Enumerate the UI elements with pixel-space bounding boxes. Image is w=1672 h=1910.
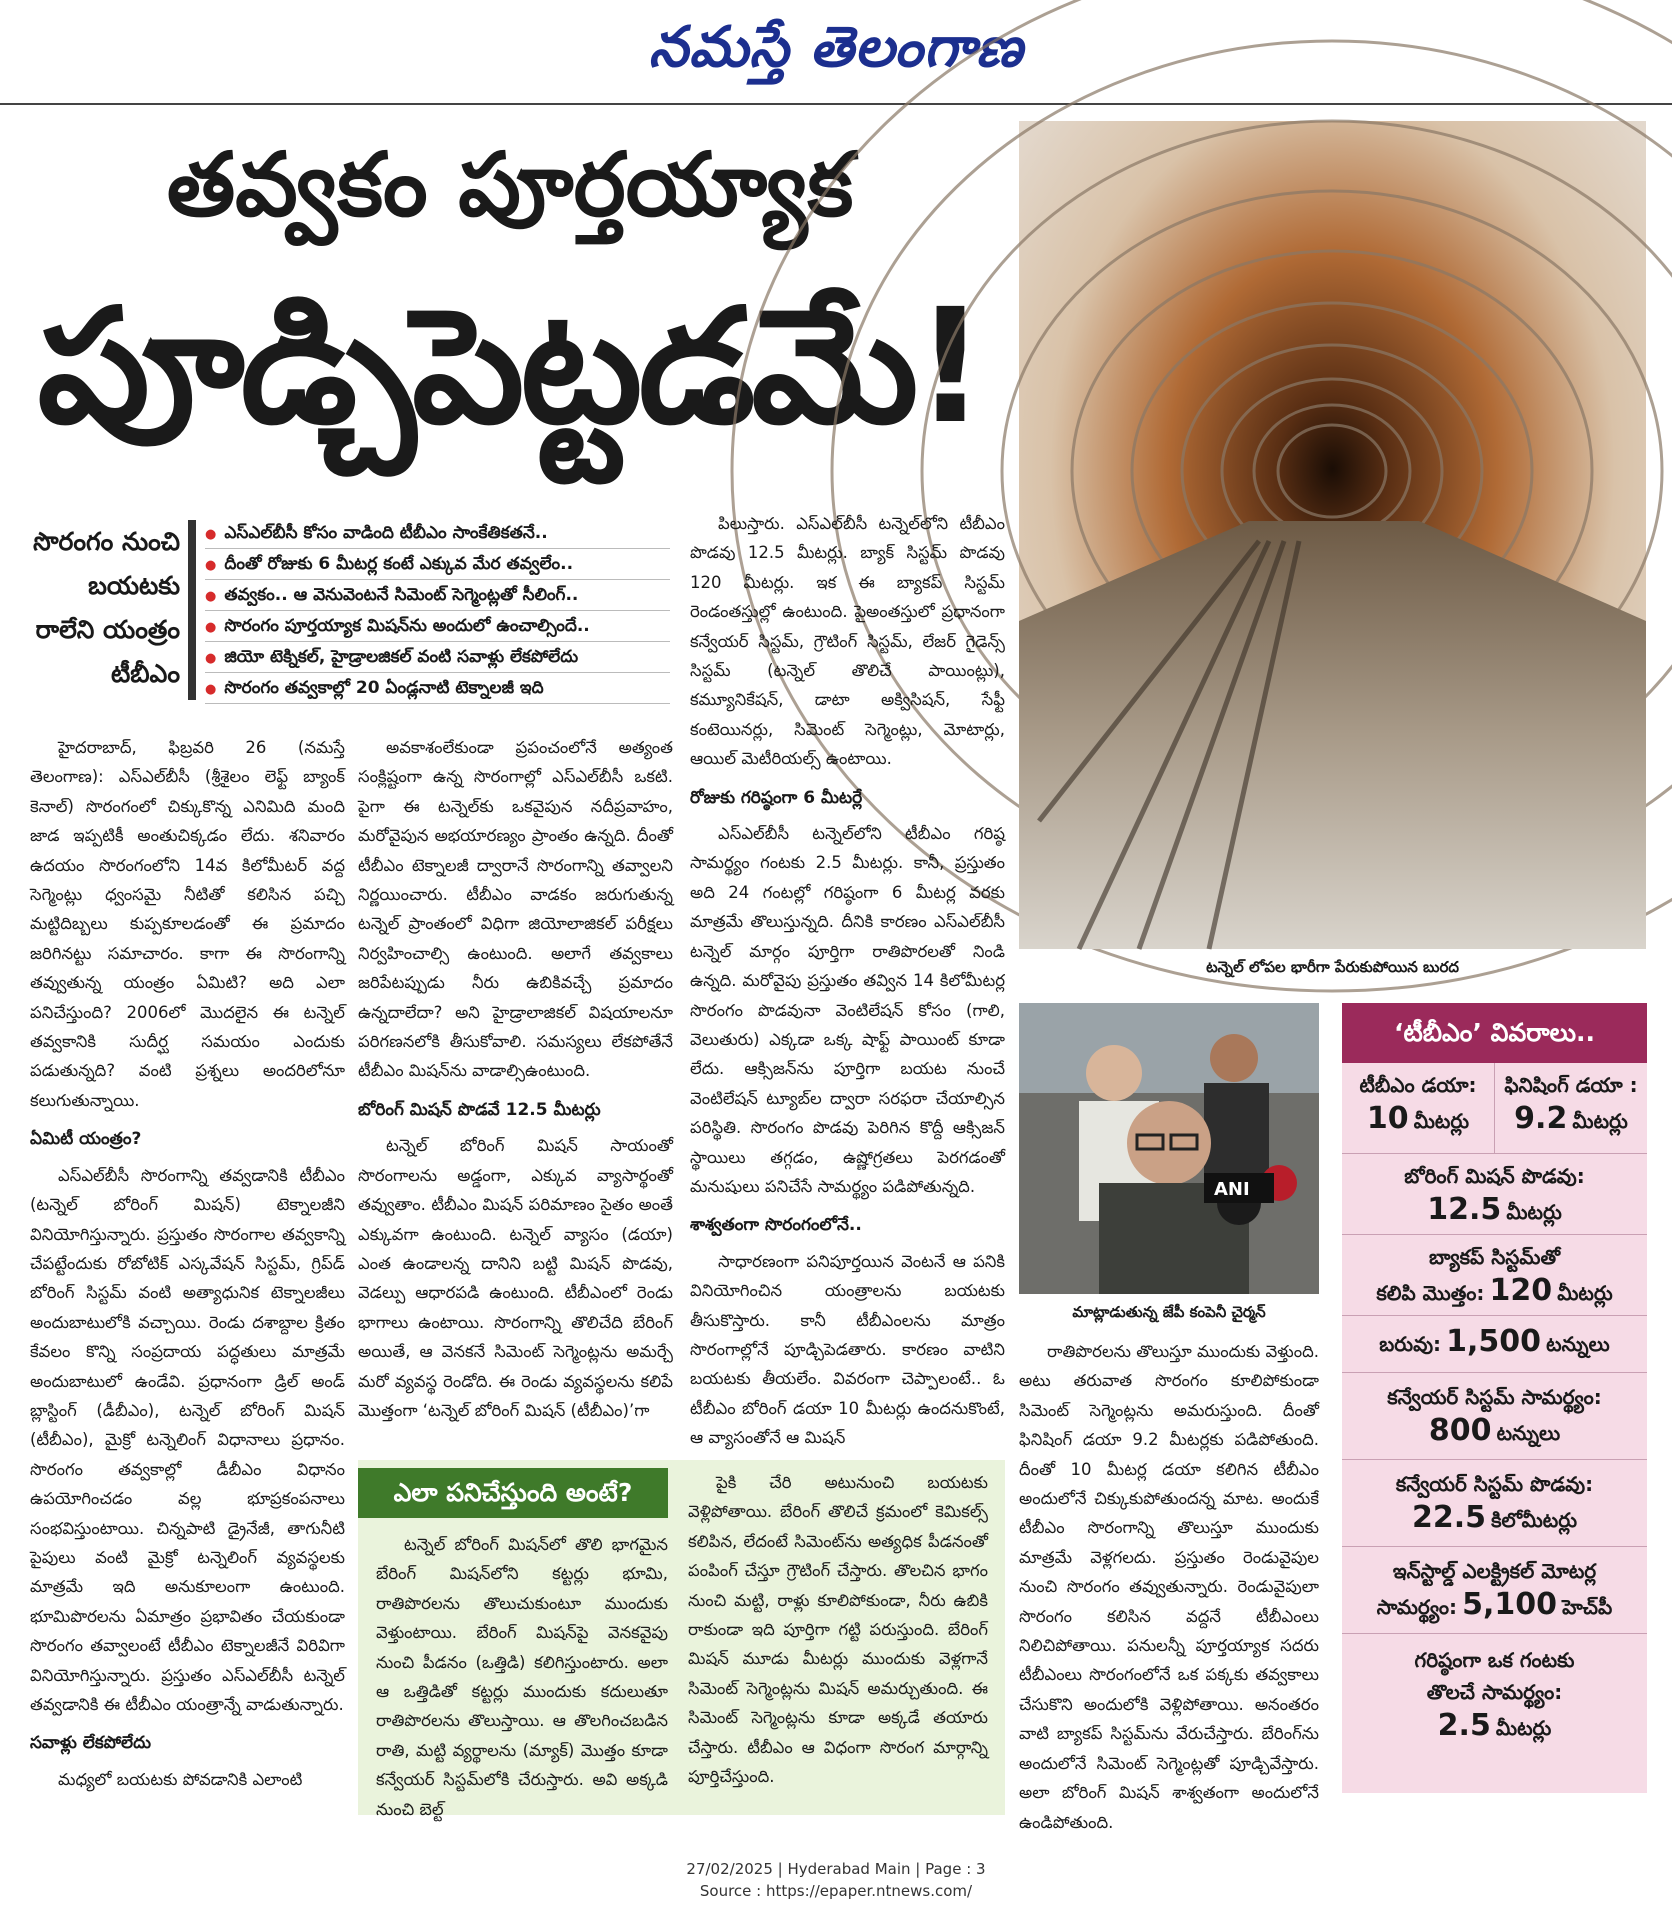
- how-it-works-text-1: [376, 1530, 668, 1819]
- weight-label: బరువు:: [1379, 1332, 1442, 1356]
- subheading: శాశ్వతంగా సొరంగంలోనే..: [690, 1215, 862, 1236]
- paragraph: టన్నెల్‌ బోరింగ్‌ మిషన్‌లో తొలి భాగమైన బేరింగ్‌ మిషన్‌లోని కట్టర్లు భూమి, రాతిపొరలను తొలుచుకుంటూ ముందుకు వెళ్తుంటాయి. బేరింగ్‌ మిషన్‌పై వెనకవైపు నుంచి పీడనం (ఒత్తిడి) కలిగిస్తుంటారు. అలా ఆ ఒత్తిడితో కట్టర్లు ముందుకు కదులుతూ రాతిపొరలను తొలుస్తాయి. ఆ తొలగించబడిన రాతి, మట్టి వ్యర్థాలను (మ్యాక్‌) మొత్తం కూడా కన్వేయర్‌ సిస్టమ్‌లోకి చేరుస్తారు. అవి అక్కడి నుంచి బెల్ట్‌: [376, 1535, 668, 1819]
- conveyor-length-unit: కిలోమీటర్లు: [1491, 1508, 1578, 1532]
- conveyor-length-label: కన్వేయర్‌ సిస్టమ్‌ పొడవు:: [1395, 1472, 1594, 1496]
- page-footer: [0, 1858, 1672, 1902]
- highlight-item: ● జియో టెక్నికల్‌, హైడ్రాలజికల్‌ వంటి సవాళ్లు లేకపోలేదు: [205, 642, 670, 673]
- bore-diameter-label: టీబీఎం డయా:: [1359, 1073, 1477, 1097]
- article-column-4: [1019, 1337, 1319, 1832]
- conveyor-length-value: 22.5: [1411, 1500, 1487, 1535]
- conveyor-capacity-unit: టన్నులు: [1496, 1421, 1561, 1445]
- paragraph: ఎస్‌ఎల్‌బీసీ టన్నెల్‌లోని టీబీఎం గరిష్ఠ సామర్థ్యం గంటకు 2.5 మీటర్లు. కానీ, ప్రస్తుతం అది 24 గంటల్లో గరిష్ఠంగా 6 మీటర్ల వరకు మాత్రమే తొలుస్తున్నది. దీనికి కారణం ఎస్‌ఎల్‌బీసీ టన్నెల్‌ మార్గం పూర్తిగా రాతిపొరలతో నిండి ఉన్నది. మరోవైపు ప్రస్తుతం తవ్విన 14 కిలోమీటర్ల సొరంగం పొడవునా వెంటిలేషన్‌ కోసం (గాలి, వెలుతురు) ఎక్కడా ఒక్క షాఫ్ట్‌ పాయింట్‌ కూడా లేదు. ఆక్సిజన్‌ను పూర్తిగా బయట నుంచే వెంటిలేషన్‌ ట్యూబ్‌ల ద్వారా సరఫరా చేయాల్సిన పరిస్థితి. సొరంగం పొడవు పెరిగిన కొద్దీ ఆక్సిజన్‌ స్థాయిలు తగ్గడం, ఉష్ణోగ్రతలు పెరగడంతో మనుషులు పనిచేసే సామర్థ్యం పడిపోతున్నది.: [690, 824, 1005, 1196]
- highlight-item: ● సొరంగం పూర్తయ్యాక మిషన్‌ను అందులో ఉంచాల్సిందే..: [205, 611, 670, 642]
- how-it-works-title: ఎలా పనిచేస్తుంది అంటే?: [358, 1468, 668, 1518]
- tunnel-photo: [1019, 121, 1646, 949]
- machine-length-unit: మీటర్లు: [1506, 1200, 1562, 1224]
- paragraph: పిలుస్తారు. ఎస్‌ఎల్‌బీసీ టన్నెల్‌లోని టీబీఎం పొడవు 12.5 మీటర్లు. బ్యాక్‌ సిస్టమ్‌ పొడవు 120 మీటర్లు. ఇక ఈ బ్యాకప్‌ సిస్టమ్‌ రెండంతస్తుల్లో ఉంటుంది. పైఅంతస్తులో ప్రధానంగా కన్వేయర్‌ సిస్టమ్‌, గ్రౌటింగ్‌ సిస్టమ్‌, లేజర్‌ గైడెన్స్‌ సిస్టమ్‌ (టన్నెల్‌ తొలిచే పాయింట్లు), కమ్యూనికేషన్‌, డాటా అక్విసిషన్‌, సేఫ్టీ కంటెయినర్లు, సిమెంట్‌ సెగ్మెంట్లు, మోటార్లు, ఆయిల్‌ మెటీరియల్స్‌ ఉంటాయి.: [690, 514, 1005, 769]
- how-it-works-box: [358, 1460, 1005, 1819]
- kicker-divider: [188, 520, 196, 700]
- tunnel-photo-caption: టన్నెల్‌ లోపల భారీగా పేరుకుపోయిన బురద: [1206, 958, 1459, 976]
- kicker: సొరంగం నుంచి బయటకు రాలేని యంత్రం టీబీఎం: [33, 527, 180, 688]
- chairman-photo-caption: మాట్లాడుతున్న జేపీ కంపెనీ చైర్మన్‌: [1072, 1303, 1266, 1321]
- tunnel-illustration: [1019, 121, 1646, 949]
- highlight-item: ● సొరంగం తవ్వకాల్లో 20 ఏండ్లనాటి టెక్నాలజీ ఇది: [205, 673, 670, 704]
- motor-value: 5,100: [1462, 1587, 1558, 1622]
- backup-row: [1342, 1235, 1647, 1316]
- article-column-3: [690, 509, 1005, 1464]
- source-label: Source :: [699, 1882, 766, 1900]
- paragraph: ఎస్‌ఎల్‌బీసీ సొరంగాన్ని తవ్వడానికి టీబీఎం (టన్నెల్‌ బోరింగ్‌ మిషన్‌) టెక్నాలజీని వినియోగిస్తున్నారు. ప్రస్తుతం సొరంగాల తవ్వకాన్ని చేపట్టేందుకు రోబోటిక్‌ ఎస్కవేషన్‌ సిస్టమ్‌, గ్రిప్‌డ్‌ బోరింగ్‌ సిస్టమ్‌ వంటి అత్యాధునిక టెక్నాలజీలు అందుబాటులోకి వచ్చాయి. రెండు దశాబ్దాల క్రితం కేవలం కొన్ని సంప్రదాయ పద్ధతులు మాత్రమే అందుబాటులో ఉండేవి. ప్రధానంగా డ్రిల్‌ అండ్‌ బ్లాస్టింగ్‌ (డీబీఎం), టన్నెల్‌ బోరింగ్‌ మిషన్‌ (టీబీఎం), మైక్రో టన్నెలింగ్‌ విధానాలు ప్రధానం. సొరంగం తవ్వకాల్లో డీబీఎం విధానం ఉపయోగించడం వల్ల భూప్రకంపనాలు సంభవిస్తుంటాయి. చిన్నపాటి డ్రైనేజీ, తాగునీటి పైపులు వంటి మైక్రో టన్నెలింగ్‌ వ్యవస్థలకు మాత్రమే ఇది అనుకూలంగా ఉంటుంది. భూమిపొరలను ఏమాత్రం ప్రభావితం చేయకుండా సొరంగం తవ్వాలంటే టీబీఎం టెక్నాలజీనే విరివిగా వినియోగిస్తున్నారు. ప్రస్తుతం ఎస్‌ఎల్‌బీసీ టన్నెల్‌ తవ్వడానికి ఈ టీబీఎం యంత్రాన్నే వాడుతున్నారు.: [30, 1165, 345, 1714]
- mic-label: ANI: [1214, 1179, 1250, 1200]
- conveyor-length-row: [1342, 1460, 1647, 1547]
- max-rate-unit: మీటర్లు: [1495, 1716, 1552, 1740]
- subheading: ఏమిటీ యంత్రం?: [30, 1129, 142, 1150]
- chairman-photo: [1019, 1003, 1319, 1294]
- backup-value: 120: [1489, 1273, 1553, 1308]
- finish-diameter-unit: మీటర్లు: [1572, 1109, 1628, 1133]
- backup-label-2: కలిపి మొత్తం:: [1376, 1281, 1485, 1305]
- backup-label: బ్యాకప్‌ సిస్టమ్‌తో: [1429, 1245, 1560, 1269]
- max-rate-label-2: తొలచే సామర్థ్యం:: [1426, 1680, 1563, 1704]
- finish-diameter-value: 9.2: [1514, 1101, 1568, 1136]
- source-line: [0, 1880, 1672, 1902]
- paragraph: హైదరాబాద్‌, ఫిబ్రవరి 26 (నమస్తే తెలంగాణ): ఎస్‌ఎల్‌బీసీ (శ్రీశైలం లెఫ్ట్‌ బ్యాంక్‌ కెనాల్‌) సొరంగంలో చిక్కుకొన్న ఎనిమిది మంది జాడ ఇప్పటికీ అంతుచిక్కడం లేదు. శనివారం ఉదయం సొరంగంలోని 14వ కిలోమీటర్‌ వద్ద సెగ్మెంట్లు ధ్వంసమై నీటితో కలిసిన పచ్చి మట్టిదిబ్బలు కుప్పకూలడంతో ఈ ప్రమాదం జరిగినట్టు సమాచారం. కాగా ఈ సొరంగాన్ని తవ్వుతున్న యంత్రం ఏమిటి? అది ఎలా పనిచేస్తుంది? 2006లో మొదలైన ఈ టన్నెల్‌ తవ్వకానికి సుదీర్ఘ సమయం ఎందుకు పడుతున్నది? వంటి ప్రశ్నలు అందరిలోనూ కలుగుతున్నాయి.: [30, 738, 345, 1110]
- highlight-item: ● ఎస్‌ఎల్‌బీసీ కోసం వాడింది టీబీఎం సాంకేతికతనే..: [205, 518, 670, 549]
- max-rate-label: గరిష్ఠంగా ఒక గంటకు: [1414, 1648, 1575, 1672]
- weight-value: 1,500: [1446, 1324, 1542, 1359]
- chairman-illustration: [1019, 1003, 1319, 1294]
- source-link[interactable]: https://epaper.ntnews.com/: [766, 1882, 973, 1900]
- tbm-facts-box: [1342, 1003, 1647, 1793]
- paragraph: మధ్యలో బయటకు పోవడానికి ఎలాంటి: [58, 1769, 303, 1789]
- bore-diameter-unit: మీటర్లు: [1413, 1109, 1470, 1133]
- weight-row: [1342, 1316, 1647, 1373]
- motor-label: ఇన్‌స్టాల్డ్‌ ఎలక్ట్రికల్‌ మోటర్ల: [1392, 1559, 1597, 1583]
- highlight-item: ● దీంతో రోజుకు 6 మీటర్ల కంటే ఎక్కువ మేర తవ్వలేం..: [205, 549, 670, 580]
- machine-length-row: [1342, 1154, 1647, 1235]
- how-it-works-text-2: [688, 1468, 988, 1808]
- highlight-list: [205, 518, 670, 704]
- backup-unit: మీటర్లు: [1557, 1281, 1613, 1305]
- masthead: [0, 0, 1672, 100]
- newspaper-logo: నమస్తే తెలంగాణ: [648, 14, 1024, 80]
- conveyor-capacity-label: కన్వేయర్‌ సిస్టమ్‌ సామర్థ్యం:: [1387, 1385, 1602, 1409]
- headline-line-1: తవ్వకం పూర్తయ్యాక: [166, 133, 854, 236]
- bore-diameter-value: 10: [1366, 1101, 1409, 1136]
- subheading: బోరింగ్‌ మిషన్‌ పొడవే 12.5 మీటర్లు: [358, 1099, 601, 1120]
- edition-info: 27/02/2025 | Hyderabad Main | Page : 3: [686, 1860, 986, 1878]
- subheading: సవాళ్లు లేకపోలేదు: [30, 1733, 151, 1754]
- paragraph: సాధారణంగా పనిపూర్తయిన వెంటనే ఆ పనికి వినియోగించిన యంత్రాలను బయటకు తీసుకొస్తారు. కానీ టీబీఎంలను మాత్రం సొరంగాల్లోనే పూడ్చిపెడతారు. కారణం వాటిని బయటకు తీయలేం. వివరంగా చెప్పాలంటే.. ఓ టీబీఎం బోరింగ్‌ డయా 10 మీటర్లు ఉందనుకొంటే, ఆ వ్యాసంతోనే ఆ మిషన్‌: [690, 1251, 1005, 1448]
- masthead-rule: [0, 103, 1672, 105]
- article-column-1: [30, 733, 345, 1818]
- machine-length-label: బోరింగ్‌ మిషన్‌ పొడవు:: [1404, 1164, 1585, 1188]
- paragraph: రాతిపొరలను తొలుస్తూ ముందుకు వెళ్తుంది. అటు తరువాత సొరంగం కూలిపోకుండా సిమెంట్‌ సెగ్మెంట్లను అమరుస్తుంది. దీంతో ఫినిషింగ్‌ డయా 9.2 మీటర్లకు పడిపోతుంది. దీంతో 10 మీటర్ల డయా కలిగిన టీబీఎం అందులోనే చిక్కుకుపోతుందన్న మాట. అందుకే టీబీఎం సొరంగాన్ని తొలుస్తూ ముందుకు మాత్రమే వెళ్లగలదు. ప్రస్తుతం రెండువైపుల నుంచి సొరంగం తవ్వుతున్నారు. రెండువైపులా సొరంగం కలిసిన వద్దనే టీబీఎంలు నిలిచిపోతాయి. పనులన్నీ పూర్తయ్యాక సదరు టీబీఎంలు సొరంగంలోనే ఒక పక్కకు తవ్వకాలు చేసుకొని అందులోకి వెళ్లిపోతాయి. అనంతరం వాటి బ్యాకప్‌ సిస్టమ్‌ను వేరుచేస్తారు. బేరింగ్‌ను అందులోనే సిమెంట్‌ సెగ్మెంట్లతో పూడ్చివేస్తారు. అలా బోరింగ్‌ మిషన్‌ శాశ్వతంగా అందులోనే ఉండిపోతుంది.: [1019, 1342, 1319, 1832]
- paragraph: అవకాశంలేకుండా ప్రపంచంలోనే అత్యంత సంక్లిష్టంగా ఉన్న సొరంగాల్లో ఎస్‌ఎల్‌బీసీ ఒకటి. పైగా ఈ టన్నెల్‌కు ఒకవైపున నదీప్రవాహం, మరోవైపున అభయారణ్యం ప్రాంతం ఉన్నది. దీంతో టీబీఎం టెక్నాలజీ ద్వారానే సొరంగాన్ని తవ్వాలని నిర్ణయించారు. టీబీఎం వాడకం జరుగుతున్న టన్నెల్‌ ప్రాంతంలో విధిగా జియోలాజికల్‌ పరీక్షలు నిర్వహించాల్సి ఉంటుంది. అలాగే తవ్వకాలు జరిపేటప్పుడు నీరు ఉబికివచ్చే ప్రమాదం ఉన్నదాలేదా? అని హైడ్రాలాజికల్‌ విషయాలనూ పరిగణనలోకి తీసుకోవాలి. సమస్యలు లేకపోతేనే టీబీఎం మిషన్‌ను వాడాల్సిఉంటుంది.: [358, 738, 673, 1081]
- weight-unit: టన్నులు: [1546, 1332, 1610, 1356]
- max-rate-row: [1342, 1634, 1647, 1754]
- machine-length-value: 12.5: [1427, 1192, 1502, 1227]
- motor-label-2: సామర్థ్యం:: [1376, 1595, 1458, 1619]
- subheading: రోజుకు గరిష్ఠంగా 6 మీటర్లే: [690, 787, 863, 808]
- motor-row: [1342, 1547, 1647, 1634]
- conveyor-capacity-row: [1342, 1373, 1647, 1460]
- article-column-2: [358, 733, 673, 1443]
- motor-unit: హెచ్‌పీ: [1562, 1595, 1613, 1619]
- bore-diameter-cell: [1342, 1063, 1495, 1153]
- conveyor-capacity-value: 800: [1428, 1413, 1492, 1448]
- max-rate-value: 2.5: [1437, 1708, 1491, 1743]
- diameter-row: [1342, 1063, 1647, 1154]
- paragraph: పైకి చేరి అటునుంచి బయటకు వెళ్లిపోతాయి. బేరింగ్‌ తొలిచే క్రమంలో కెమికల్స్‌ కలిపిన, లేదంటే సిమెంట్‌ను అత్యధిక పీడనంతో పంపింగ్‌ చేస్తూ గ్రౌటింగ్‌ చేస్తారు. తొలచిన భాగం నుంచి మట్టి, రాళ్లు కూలిపోకుండా, నీరు ఉబికి రాకుండా ఇది పూర్తిగా గట్టి పరుస్తుంది. బేరింగ్‌ మిషన్‌ మూడు మీటర్లు ముందుకు వెళ్లగానే సిమెంట్‌ సెగ్మెంట్లను మిషన్‌ అమర్చుతుంది. ఈ సిమెంట్‌ సెగ్మెంట్లను కూడా అక్కడే తయారు చేస్తారు. టీబీఎం ఆ విధంగా సొరంగ మార్గాన్ని పూర్తిచేస్తుంది.: [688, 1473, 988, 1787]
- highlight-item: ● తవ్వకం.. ఆ వెనువెంటనే సిమెంట్‌ సెగ్మెంట్లతో సీలింగ్‌..: [205, 580, 670, 611]
- finish-diameter-label: ఫినిషింగ్‌ డయా :: [1504, 1073, 1638, 1097]
- paragraph: టన్నెల్‌ బోరింగ్‌ మిషన్‌ సాయంతో సొరంగాలను అడ్డంగా, ఎక్కువ వ్యాసార్థంతో తవ్వుతాం. టీబీఎం మిషన్‌ పరిమాణం సైతం అంతే ఎక్కువగా ఉంటుంది. టన్నెల్‌ వ్యాసం (డయా) ఎంత ఉండాలన్న దానిని బట్టి మిషన్‌ పొడవు, వెడల్పు ఆధారపడి ఉంటుంది. టీబీఎంలో రెండు భాగాలు ఉంటాయి. సొరంగాన్ని తొలిచేది బేరింగ్‌ అయితే, ఆ వెనకనే సిమెంట్‌ సెగ్మెంట్లను అమర్చే మరో వ్యవస్థ రెండోది. ఈ రెండు వ్యవస్థలను కలిపే మొత్తంగా ‘టన్నెల్‌ బోరింగ్‌ మిషన్‌ (టీబీఎం)’గా: [358, 1136, 673, 1420]
- tbm-facts-title: ‘టీబీఎం’ వివరాలు..: [1342, 1003, 1647, 1063]
- headline-line-2: పూడ్చిపెట్టడమే!: [37, 275, 983, 459]
- finish-diameter-cell: [1495, 1063, 1647, 1153]
